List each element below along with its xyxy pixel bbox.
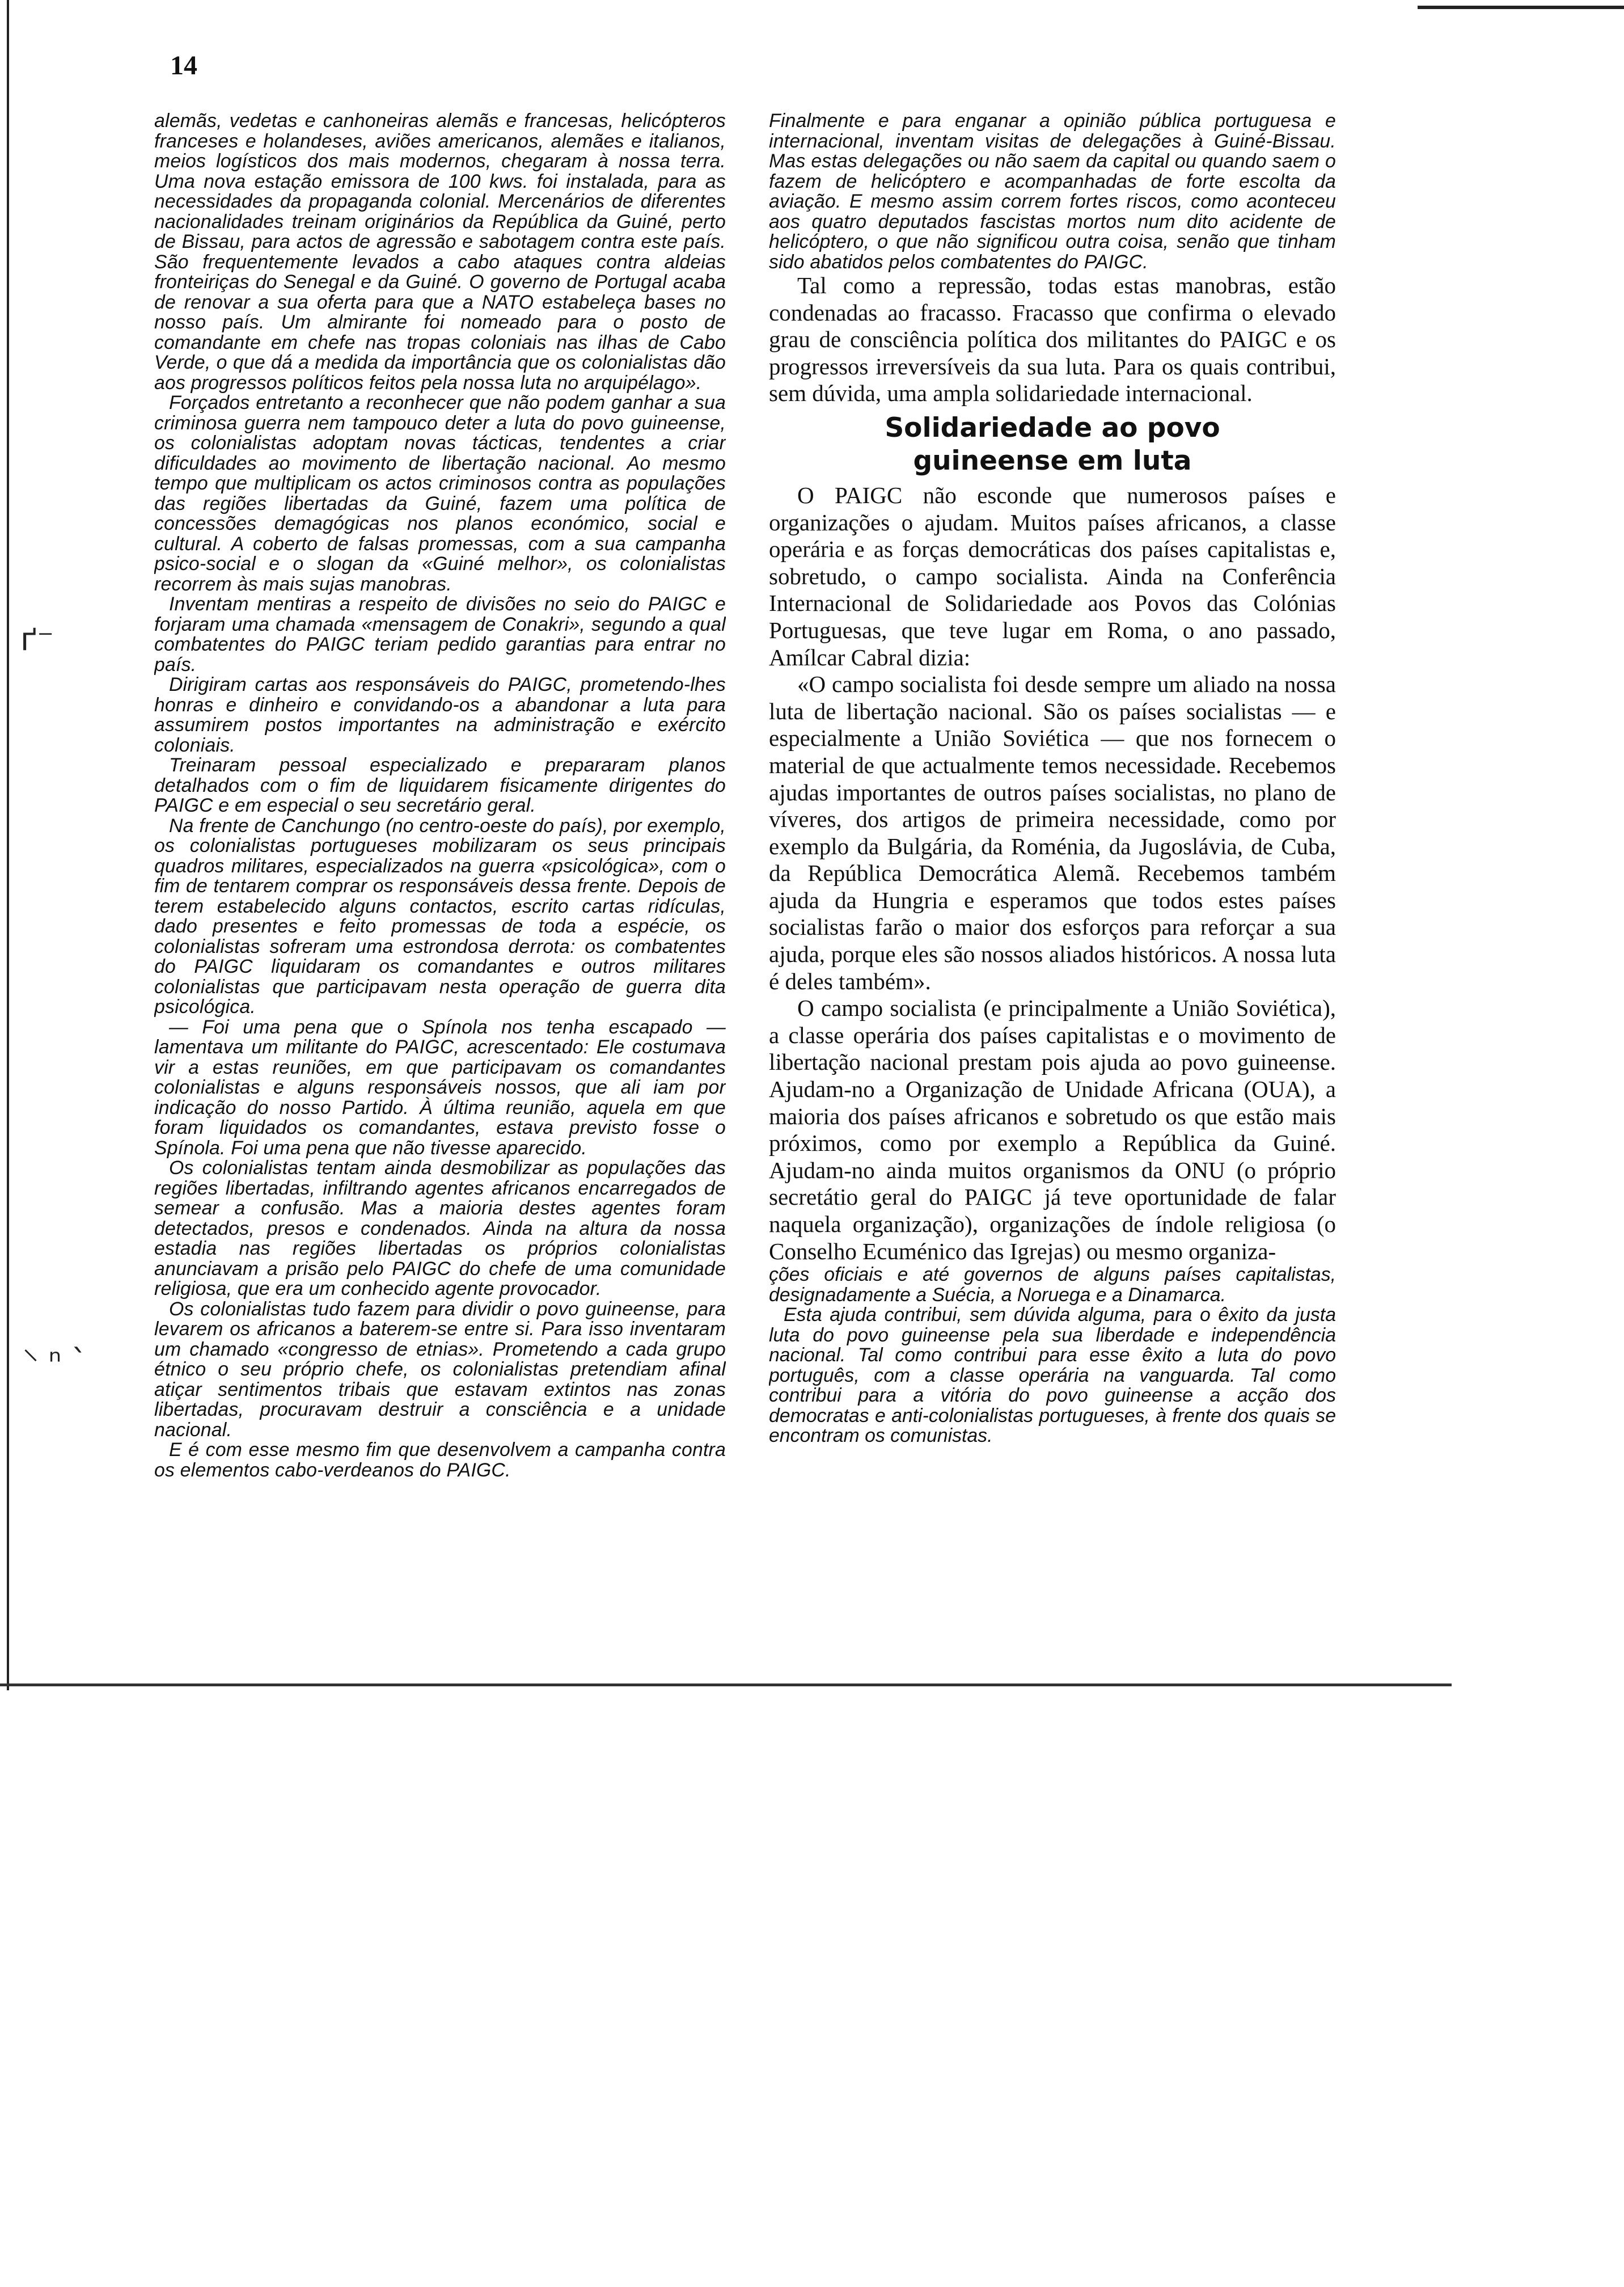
paragraph: ções oficiais e até governos de alguns países capitalistas, designadamente a Suécia, a Noruega e a Dinamarca. — [769, 1264, 1336, 1306]
page-number: 14 — [170, 50, 197, 81]
top-edge-rule — [1418, 6, 1624, 9]
scan-mark-icon: ґ⁻ — [20, 621, 54, 658]
right-column — [769, 111, 1336, 1609]
paragraph: E é com esse mesmo fim que desenvolvem a campanha contra os elementos cabo-verdeanos do PAIGC. — [154, 1439, 726, 1481]
paragraph: Os colonialistas tudo fazem para dividir o povo guineense, para levarem os africanos a baterem-se entre si. Para isso inventaram um chamado «congresso de etnias». Prometendo a cada grupo étnico o seu próprio chefe, os colonialistas pretendiam afinal atiçar sentimentos tribais que estavam extintos nas zonas libertadas, procuravam destruir a consciência e a unidade nacional. — [154, 1298, 726, 1441]
body-text-block — [769, 482, 1336, 1265]
left-column-text — [154, 111, 726, 1480]
paragraph: — Foi uma pena que o Spínola nos tenha escapado — lamentava um militante do PAIGC, acrescentado: Ele costumava vir a estas reuniões, em que participavam os comandantes colonialistas e alguns responsáveis nossos, que ali iam por indicação do nosso Partido. À última reunião, aquela em que foram liquidados os comandantes, estava previsto fosse o Spínola. Foi uma pena que não tivesse aparecido. — [154, 1016, 726, 1159]
paragraph: O campo socialista (e principalmente a União Soviética), a classe operária dos países capitalistas e o movimento de libertação nacional prestam pois ajuda ao povo guineense. Ajudam-no a Organização de Unidade Africana (OUA), a maioria dos países africanos e sobretudo os que estão mais próximos, como por exemplo a República da Guiné. Ajudam-no ainda muitos organismos da ONU (o próprio secretátio geral do PAIGC já teve oportunidade de falar naquela organização), organizações de índole religiosa (o Conselho Ecuménico das Igrejas) ou mesmo organiza- — [769, 995, 1336, 1264]
scan-mark-icon: ⸌ ⁿ ˋ — [23, 1343, 87, 1380]
intro-italic-block — [769, 111, 1336, 272]
paragraph: Tal como a repressão, todas estas manobras, estão condenadas ao fracasso. Fracasso que confirma o elevado grau de consciência política dos militantes do PAIGC e os progressos irreversíveis da sua luta. Para os quais contribui, sem dúvida, uma ampla solidariedade internacional. — [769, 272, 1336, 407]
body-text-block — [769, 272, 1336, 407]
paragraph: Forçados entretanto a reconhecer que não podem ganhar a sua criminosa guerra nem tampouco deter a luta do povo guineense, os colonialistas adoptam novas tácticas, tendentes a criar dificuldades ao movimento de libertação nacional. Ao mesmo tempo que multiplicam os actos criminosos contra as populações das regiões libertadas da Guiné, fazem uma política de concessões demagógicas nos planos económico, social e cultural. A coberto de falsas promessas, com a sua campanha psico-social e o slogan da «Guiné melhor», os colonialistas recorrem às mais sujas manobras. — [154, 392, 726, 595]
left-edge-rule — [7, 0, 9, 1690]
paragraph: Dirigiram cartas aos responsáveis do PAIGC, prometendo-lhes honras e dinheiro e convidando-os a abandonar a luta para assumirem postos importantes na administração e exército coloniais. — [154, 674, 726, 756]
paragraph: alemãs, vedetas e canhoneiras alemãs e francesas, helicópteros franceses e holandeses, aviões americanos, alemães e italianos, meios logísticos dos mais modernos, chegaram à nossa terra. Uma nova estação emissora de 100 kws. foi instalada, para as necessidades da propaganda colonial. Mercenários de diferentes nacionalidades treinam originários da República da Guiné, perto de Bissau, para actos de agressão e sabotagem contra este país. São frequentemente levados a cabo ataques contra aldeias fronteiriças do Senegal e da Guiné. O governo de Portugal acaba de renovar a sua oferta para que a NATO estabeleça bases no nosso país. Um almirante foi nomeado para o posto de comandante em chefe nas tropas coloniais nas ilhas de Cabo Verde, o que dá a medida da importância que os colonialistas dão aos progressos políticos feitos pela nossa luta no arquipélago». — [154, 111, 726, 394]
paragraph: O PAIGC não esconde que numerosos países e organizações o ajudam. Muitos países africanos, a classe operária e as forças democráticas dos países capitalistas e, sobretudo, o campo socialista. Ainda na Conferência Internacional de Solidariedade aos Povos das Colónias Portuguesas, que teve lugar em Roma, o ano passado, Amílcar Cabral dizia: — [769, 482, 1336, 670]
section-title — [769, 412, 1336, 478]
section-title-line: guineense em luta — [913, 445, 1192, 476]
paragraph: Treinaram pessoal especializado e prepararam planos detalhados com o fim de liquidarem fisicamente dirigentes do PAIGC e em especial o seu secretário geral. — [154, 754, 726, 816]
section-title-line: Solidariedade ao povo — [885, 412, 1220, 444]
paragraph: Os colonialistas tentam ainda desmobilizar as populações das regiões libertadas, infiltrando agentes africanos encarregados de semear a confusão. Mas a maioria destes agentes foram detectados, presos e condenados. Ainda na altura da nossa estadia nas regiões libertadas os próprios colonialistas anunciavam a prisão pelo PAIGC do chefe de uma comunidade religiosa, que era um conhecido agente provocador. — [154, 1157, 726, 1299]
left-column — [154, 111, 726, 1694]
paragraph: Na frente de Canchungo (no centro-oeste do país), por exemplo, os colonialistas portugueses mobilizaram os seus principais quadros militares, especializados na guerra «psicológica», com o fim de tentarem comprar os responsáveis dessa frente. Depois de terem estabelecido alguns contactos, escrito cartas ridículas, dado presentes e feito promessas de toda a espécie, os colonialistas sofreram uma estrondosa derrota: os combatentes do PAIGC liquidaram os comandantes e outros militares colonialistas que participavam nesta operação de guerra dita psicológica. — [154, 815, 726, 1018]
paragraph: Esta ajuda contribui, sem dúvida alguma, para o êxito da justa luta do povo guineense pela sua liberdade e independência nacional. Tal como contribui para esse êxito a luta do povo português, com a classe operária na vanguarda. Tal como contribui para a vitória do povo guineense a acção dos democratas e anti-colonialistas portugueses, à frente dos quais se encontram os comunistas. — [769, 1304, 1336, 1447]
paragraph: Finalmente e para enganar a opinião pública portuguesa e internacional, inventam visitas de delegações à Guiné-Bissau. Mas estas delegações ou não saem da capital ou quando saem o fazem de helicóptero e acompanhadas de forte escolta da aviação. E mesmo assim correm fortes riscos, como aconteceu aos quatro deputados fascistas mortos num dito acidente de helicóptero, o que não significou outra coisa, senão que tinham sido abatidos pelos combatentes do PAIGC. — [769, 111, 1336, 273]
paragraph: Inventam mentiras a respeito de divisões no seio do PAIGC e forjaram uma chamada «mensagem de Conakri», segundo a qual combatentes do PAIGC teriam pedido garantias para entrar no país. — [154, 593, 726, 676]
tail-italic-block — [769, 1265, 1336, 1446]
quote-paragraph: «O campo socialista foi desde sempre um aliado na nossa luta de libertação nacional. São os países socialistas — e especialmente a União Soviética — que nos fornecem o material de que actualmente temos necessidade. Recebemos ajudas importantes de outros países socialistas, no plano de víveres, dos artigos de primeira necessidade, como por exemplo da Bulgária, da Roménia, da Jugoslávia, de Cuba, da República Democrática Alemã. Recebemos também ajuda da Hungria e esperamos que todos estes países socialistas farão o maior dos esforços para reforçar a sua ajuda, porque eles são nossos aliados históricos. A nossa luta é deles também». — [769, 671, 1336, 994]
